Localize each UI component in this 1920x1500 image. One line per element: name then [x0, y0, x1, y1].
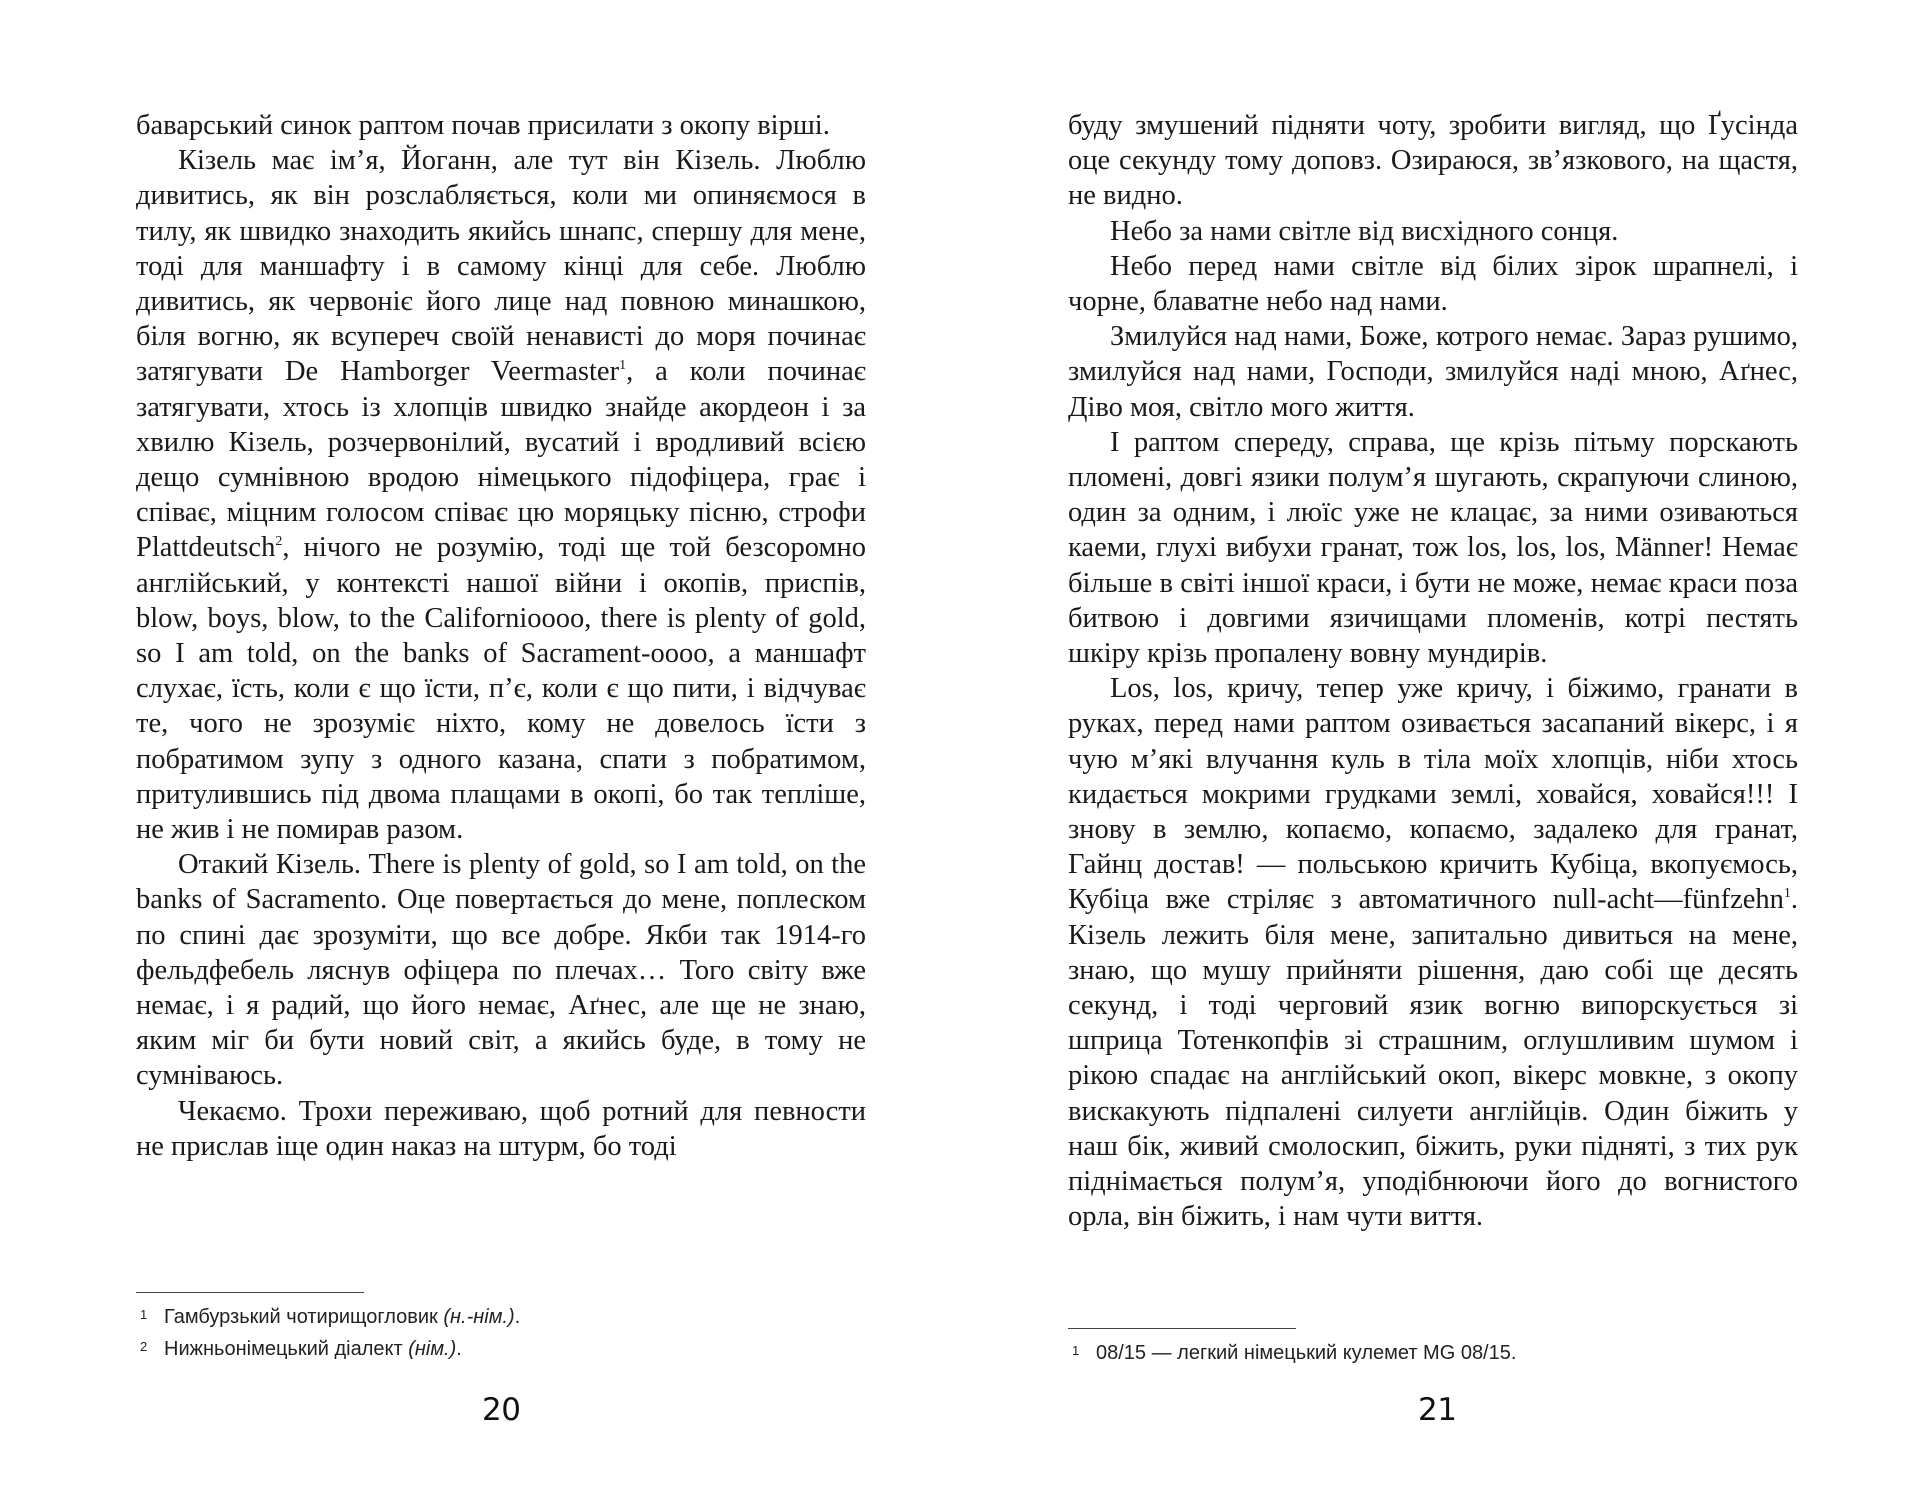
right-footnote-rule [1068, 1328, 1296, 1329]
footnote-body: Нижньонімецький діалект [164, 1338, 409, 1360]
paragraph-text: Los, los, кричу, тепер уже кричу, і біжимо, гранати в руках, перед нами раптом озивається засапаний вікерс, і я чую м’які влучання куль в тіла моїх хлопців, ніби хтось кидається мокрими грудками землі, ховайся, ховайся!!! І знову в землю, копаємо, копаємо, задалеко для гранат, Гайнц достав! — польською кричить Кубіца, вкопуємось, Кубіца вже стріляє з автоматичного null-acht—fünfzehn [1068, 673, 1798, 916]
paragraph [136, 143, 866, 847]
footnote-text [1096, 1338, 1516, 1368]
footnote-body: Гамбурзький чотирищогловик [164, 1306, 444, 1328]
paragraph [1068, 214, 1798, 249]
footnote-tail: . [456, 1338, 462, 1360]
left-page [136, 0, 866, 1500]
left-page-body [136, 108, 866, 1164]
paragraph-text: Кізель має ім’я, Йоганн, але тут він Кізель. Люблю дивитись, як він розслабляється, коли ми опиняємося в тилу, як швидко знаходить якийсь шнапс, спершу для мене, тоді для маншафту і в самому кінці для себе. Люблю дивитись, як червоніє його лице над повною минашкою, біля вогню, як всупереч своїй ненависті до моря починає затягувати De Hamborger Veermaster [136, 145, 866, 388]
footnote-language-note: (н.-нім.) [443, 1306, 515, 1328]
paragraph [136, 847, 866, 1093]
paragraph [1068, 249, 1798, 319]
right-footnotes [1068, 1338, 1798, 1370]
footnote-tail: . [514, 1306, 521, 1328]
footnote-reference: 1 [619, 357, 627, 373]
paragraph-text: . Кізель лежить біля мене, запитально дивиться на мене, знаю, що мушу прийняти рішення, даю собі ще десять секунд, і тоді черговий язик вогню випорскується зі шприца Тотенкопфів зі страшним, оглушливим шумом і рікою спадає на англійський окоп, вікерс мовкне, з окопу вискакують підпалені силуети англійців. Один біжить у наш бік, живий смолоскип, біжить, руки підняті, з тих рук піднімається полум’я, уподібнюючи його до вогнистого орла, він біжить, і нам чути виття. [1068, 884, 1798, 1233]
right-page [1068, 0, 1798, 1500]
footnote-text [164, 1334, 462, 1364]
footnote-body: 08/15 — легкий німецький кулемет MG 08/15. [1096, 1342, 1517, 1364]
right-page-number: 21 [1418, 1392, 1457, 1428]
paragraph-text: , а коли починає затягувати, хтось із хлопців швидко знайде акордеон і за хвилю Кізель, розчервонілий, вусатий і вродливий всією дещо сумнівною вродою німецького підофіцера, грає і співає, міцним голосом співає цю моряцьку пісню, строфи Plattdeutsch [136, 356, 866, 564]
paragraph [1068, 108, 1798, 214]
paragraph [1068, 425, 1798, 671]
footnote-mark: 2 [140, 1339, 148, 1354]
paragraph-text: баварський синок раптом почав присилати з окопу вірші. [136, 110, 830, 141]
left-footnote-rule [136, 1292, 364, 1293]
footnote-mark: 1 [140, 1307, 148, 1322]
paragraph-text: І раптом спереду, справа, ще крізь пітьму порскають пломені, довгі язики полум’я шугають, скрапуючи слиною, один за одним, і люїс уже не клацає, за ними озиваються каеми, глухі вибухи гранат, тож los, los, los, Männer! Немає більше в світі іншої краси, і бути не може, немає краси поза битвою і довгими язичищами пломенів, котрі пестять шкіру крізь пропалену вовну мундирів. [1068, 426, 1798, 670]
footnote-text [164, 1302, 520, 1332]
paragraph [1068, 319, 1798, 425]
paragraph [1068, 671, 1798, 1234]
paragraph-text: Небо перед нами світле від білих зірок шрапнелі, і чорне, блаватне небо над нами. [1068, 250, 1798, 318]
footnote [1068, 1338, 1798, 1370]
paragraph-text: Отакий Кізель. There is plenty of gold, so I am told, on the banks of Sacramento. Оце повертається до мене, поплеском по спині дає зрозуміти, що все добре. Якби так 1914-го фельдфебель ляснув офіцера по плечах… Того світу вже немає, і я радий, що його немає, Аґнес, але ще не знаю, яким міг би бути новий світ, а якийсь буде, в тому не сумніваюсь. [136, 849, 866, 1092]
footnote-mark: 1 [1072, 1343, 1080, 1358]
footnote-language-note: (нім.) [408, 1338, 457, 1360]
paragraph-text: буду змушений підняти чоту, зробити вигляд, що Ґусінда оце секунду тому доповз. Озираюся, зв’язкового, на щастя, не видно. [1068, 110, 1798, 212]
paragraph-text: Змилуйся над нами, Боже, котрого немає. Зараз рушимо, змилуйся над нами, Господи, змилуйся наді мною, Аґнес, Діво моя, світло мого життя. [1068, 321, 1798, 423]
left-page-number: 20 [482, 1392, 521, 1428]
footnote-reference: 2 [275, 533, 283, 549]
paragraph-text: Небо за нами світле від висхідного сонця. [1110, 215, 1619, 247]
paragraph [136, 1094, 866, 1164]
left-footnotes [136, 1302, 866, 1366]
footnote [136, 1334, 866, 1366]
footnote-reference: 1 [1783, 885, 1791, 901]
footnote [136, 1302, 866, 1334]
paragraph-text: , нічого не розумію, тоді ще той безсоромно англійський, у контексті нашої війни і окопів, приспів, blow, boys, blow, to the Californioooo, there is plenty of gold, so I am told, on the banks of Sacrament-oooo, а маншафт слухає, їсть, коли є що їсти, п’є, коли є що пити, і відчуває те, чого не зрозуміє ніхто, кому не довелось їсти з побратимом зупу з одного казана, спати з побратимом, притулившись під двома плащами в окопі, бо так тепліше, не жив і не помирав разом. [136, 532, 866, 846]
paragraph-text: Чекаємо. Трохи переживаю, щоб ротний для певности не прислав іще один наказ на штурм, бо тоді [136, 1095, 866, 1162]
right-page-body [1068, 108, 1798, 1235]
paragraph [136, 108, 866, 143]
